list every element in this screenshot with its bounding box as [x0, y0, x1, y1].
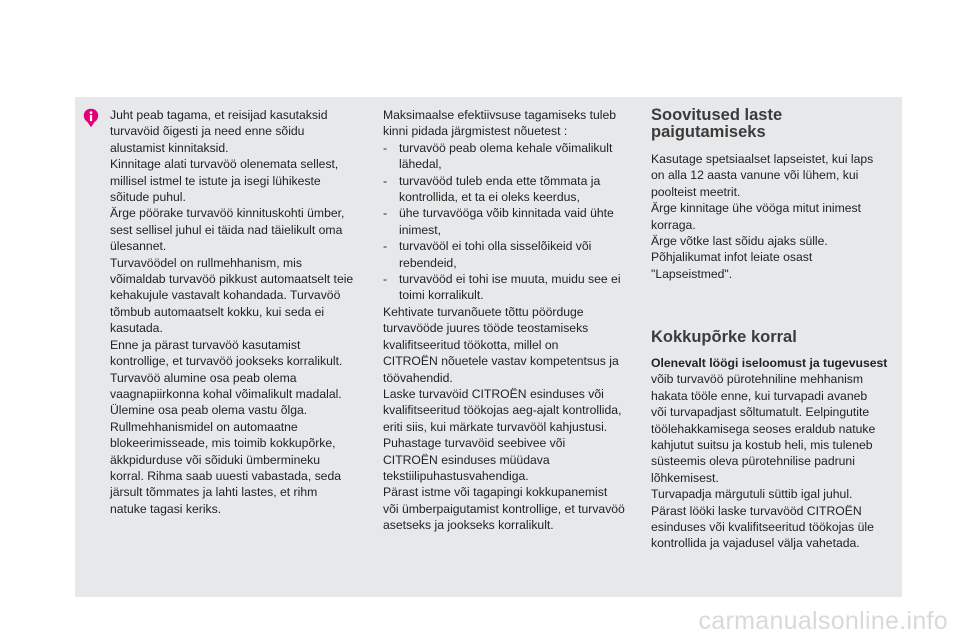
list-item-line: toimi korralikult. [399, 288, 484, 303]
text-line: lõhkemisest. [651, 470, 719, 485]
text-line: Turvapadja märgutuli süttib igal juhul. [651, 487, 853, 502]
text-line: korral. Rihma saab uuesti vabastada, seda [110, 468, 342, 483]
text-line: on alla 12 aasta vanune või lühem, kui [651, 168, 859, 183]
list-item-line: turvavöö peab olema kehale võimalikult [399, 140, 613, 155]
text-line: Põhjalikumat infot leiate osast [651, 250, 813, 265]
text-line: poolteist meetrit. [651, 184, 741, 199]
text-line: vaagnapiirkonna kohal võimalikult madalal. [110, 386, 342, 401]
text-line: või ümberpaigutamist kontrollige, et turvavöö [383, 501, 625, 516]
text-line: Ärge kinnitage ühe vööga mitut inimest [651, 201, 862, 216]
list-dash: - [383, 173, 388, 188]
text-line: CITROËN esinduses müüdava [383, 452, 550, 467]
text-line: kasutada. [110, 321, 163, 336]
text-line: tekstiilipuhastusvahendiga. [383, 468, 529, 483]
text-line: kontrollida ja vajadusel välja vahetada. [651, 536, 860, 551]
collision-section [651, 355, 899, 552]
watermark: carmanualsonline.info [698, 607, 948, 635]
text-line: Ülemine osa peab olema vastu õlga. [110, 403, 308, 418]
text-line: turvavööde juures tööde teostamiseks [383, 321, 589, 336]
text-line: Kasutage spetsiaalset lapseistet, kui laps [651, 152, 874, 166]
text-line: Ärge pöörake turvavöö kinnituskohti ümber, [110, 206, 345, 221]
intro-line: Maksimaalse efektiivsuse tagamiseks tuleb [383, 108, 617, 122]
text-line: ülesannet. [110, 239, 167, 254]
content-panel [75, 97, 902, 597]
list-item-line: ühe turvavööga võib kinnitada vaid ühte [399, 206, 614, 221]
list-dash: - [383, 239, 388, 254]
list-item [383, 271, 635, 304]
text-line: võib turvavöö pürotehniline mehhanism [651, 372, 864, 387]
text-line: kehakujule vastavalt kohandada. Turvavöö [110, 288, 341, 303]
bold-lead-line: Olenevalt löögi iseloomust ja tugevusest [651, 356, 888, 370]
text-line: turvavöid õigesti ja need enne sõidu [110, 124, 305, 139]
text-line: Turvavöödel on rullmehhanism, mis [110, 255, 302, 270]
list-item [383, 173, 635, 206]
text-line: kvalifitseeritud töökojas aeg-ajalt kontrollida, [383, 403, 622, 418]
text-line: CITROËN nõuetele vastav kompetentsus ja [383, 354, 619, 369]
list-item-line: turvavööd tuleb enda ette tõmmata ja [399, 173, 601, 188]
text-line: Pärast istme või tagapingi kokkupanemist [383, 485, 608, 500]
intro-line: kinni pidada järgmistest nõuetest : [383, 124, 568, 139]
list-dash: - [383, 206, 388, 221]
text-line: Pärast lööki laske turvavööd CITROËN [651, 503, 862, 518]
list-item [383, 238, 635, 271]
section-heading-collision: Kokkupõrke korral [651, 328, 797, 346]
column-3 [651, 106, 899, 551]
column-1-text [110, 107, 358, 517]
list-item-line: turvavööd ei tohi ise muuta, muidu see ei [399, 272, 621, 287]
text-line: võimaldab turvavöö pikkust automaatselt teie [110, 272, 354, 287]
heading-line: Soovitused laste [651, 106, 783, 124]
text-line: tõmbub automaatselt kokku, kui seda ei [110, 304, 325, 319]
text-line: sest sellisel juhul ei täida nad täielikult oma [110, 222, 343, 237]
text-line: järsult tõmmates ja lahti lastes, et rihm [110, 485, 318, 500]
text-line: hakata tööle enne, kui turvapadi avaneb [651, 388, 868, 403]
text-line: Enne ja pärast turvavöö kasutamist [110, 337, 301, 352]
list-item [383, 205, 635, 238]
text-line: Kehtivate turvanõuete tõttu pöörduge [383, 304, 584, 319]
text-line: Ärge võtke last sõidu ajaks sülle. [651, 234, 828, 249]
list-item [383, 140, 635, 173]
text-line: eriti siis, kui märkate turvavööl kahjustusi. [383, 419, 608, 434]
text-line: alustamist kinnitaksid. [110, 140, 229, 155]
text-line: süsteemis oleva pürotehnilise padruni [651, 454, 855, 469]
column-1 [110, 107, 358, 517]
text-line: kahjutut suitsu ja kostub heli, mis tuleneb [651, 438, 873, 453]
list-dash: - [383, 272, 388, 287]
list-dash: - [383, 140, 388, 155]
text-line: või turvapadjast sõltumatult. Eelpingutite [651, 405, 870, 420]
text-line: natuke tagasi keriks. [110, 501, 222, 516]
text-line: kvalifitseeritud töökotta, millel on [383, 337, 559, 352]
list-item-line: inimest, [399, 222, 441, 237]
list-item-line: lähedal, [399, 157, 442, 172]
text-line: "Lapseistmed". [651, 266, 733, 281]
text-line: korraga. [651, 217, 696, 232]
text-line: esinduses või kvalifitseeritud töökojas üle [651, 520, 874, 535]
text-line: kontrollige, et turvavöö jookseks korralikult. [110, 354, 343, 369]
list-item-line: turvavööl ei tohi olla sisselõikeid või [399, 239, 592, 254]
text-line: Kinnitage alati turvavöö olenemata sellest, [110, 157, 339, 172]
text-line: töövahendid. [383, 370, 453, 385]
text-line: töölehakkamisega seoses eraldub natuke [651, 421, 876, 436]
column-2 [383, 107, 635, 534]
list-item-line: kontrollida, et ta ei oleks keerdus, [399, 190, 580, 205]
text-line: sõitude puhul. [110, 190, 186, 205]
text-line: Juht peab tagama, et reisijad kasutaksid [110, 108, 328, 122]
info-icon [83, 108, 99, 128]
text-line: millisel istmel te istute ja isegi lühikeste [110, 173, 321, 188]
section-heading-child-placement [651, 107, 899, 141]
text-line: blokeerimisseade, mis toimib kokkupõrke, [110, 436, 336, 451]
list-item-line: rebendeid, [399, 255, 457, 270]
text-line: asetseks ja jookseks korralikult. [383, 518, 554, 533]
text-line: Puhastage turvavöid seebivee või [383, 436, 566, 451]
text-line: Laske turvavöid CITROËN esinduses või [383, 386, 604, 401]
heading-line: paigutamiseks [651, 123, 766, 141]
text-line: Turvavöö alumine osa peab olema [110, 370, 297, 385]
text-line: Rullmehhanismidel on automaatne [110, 419, 298, 434]
text-line: äkkpidurduse või sõiduki ümbermineku [110, 452, 321, 467]
